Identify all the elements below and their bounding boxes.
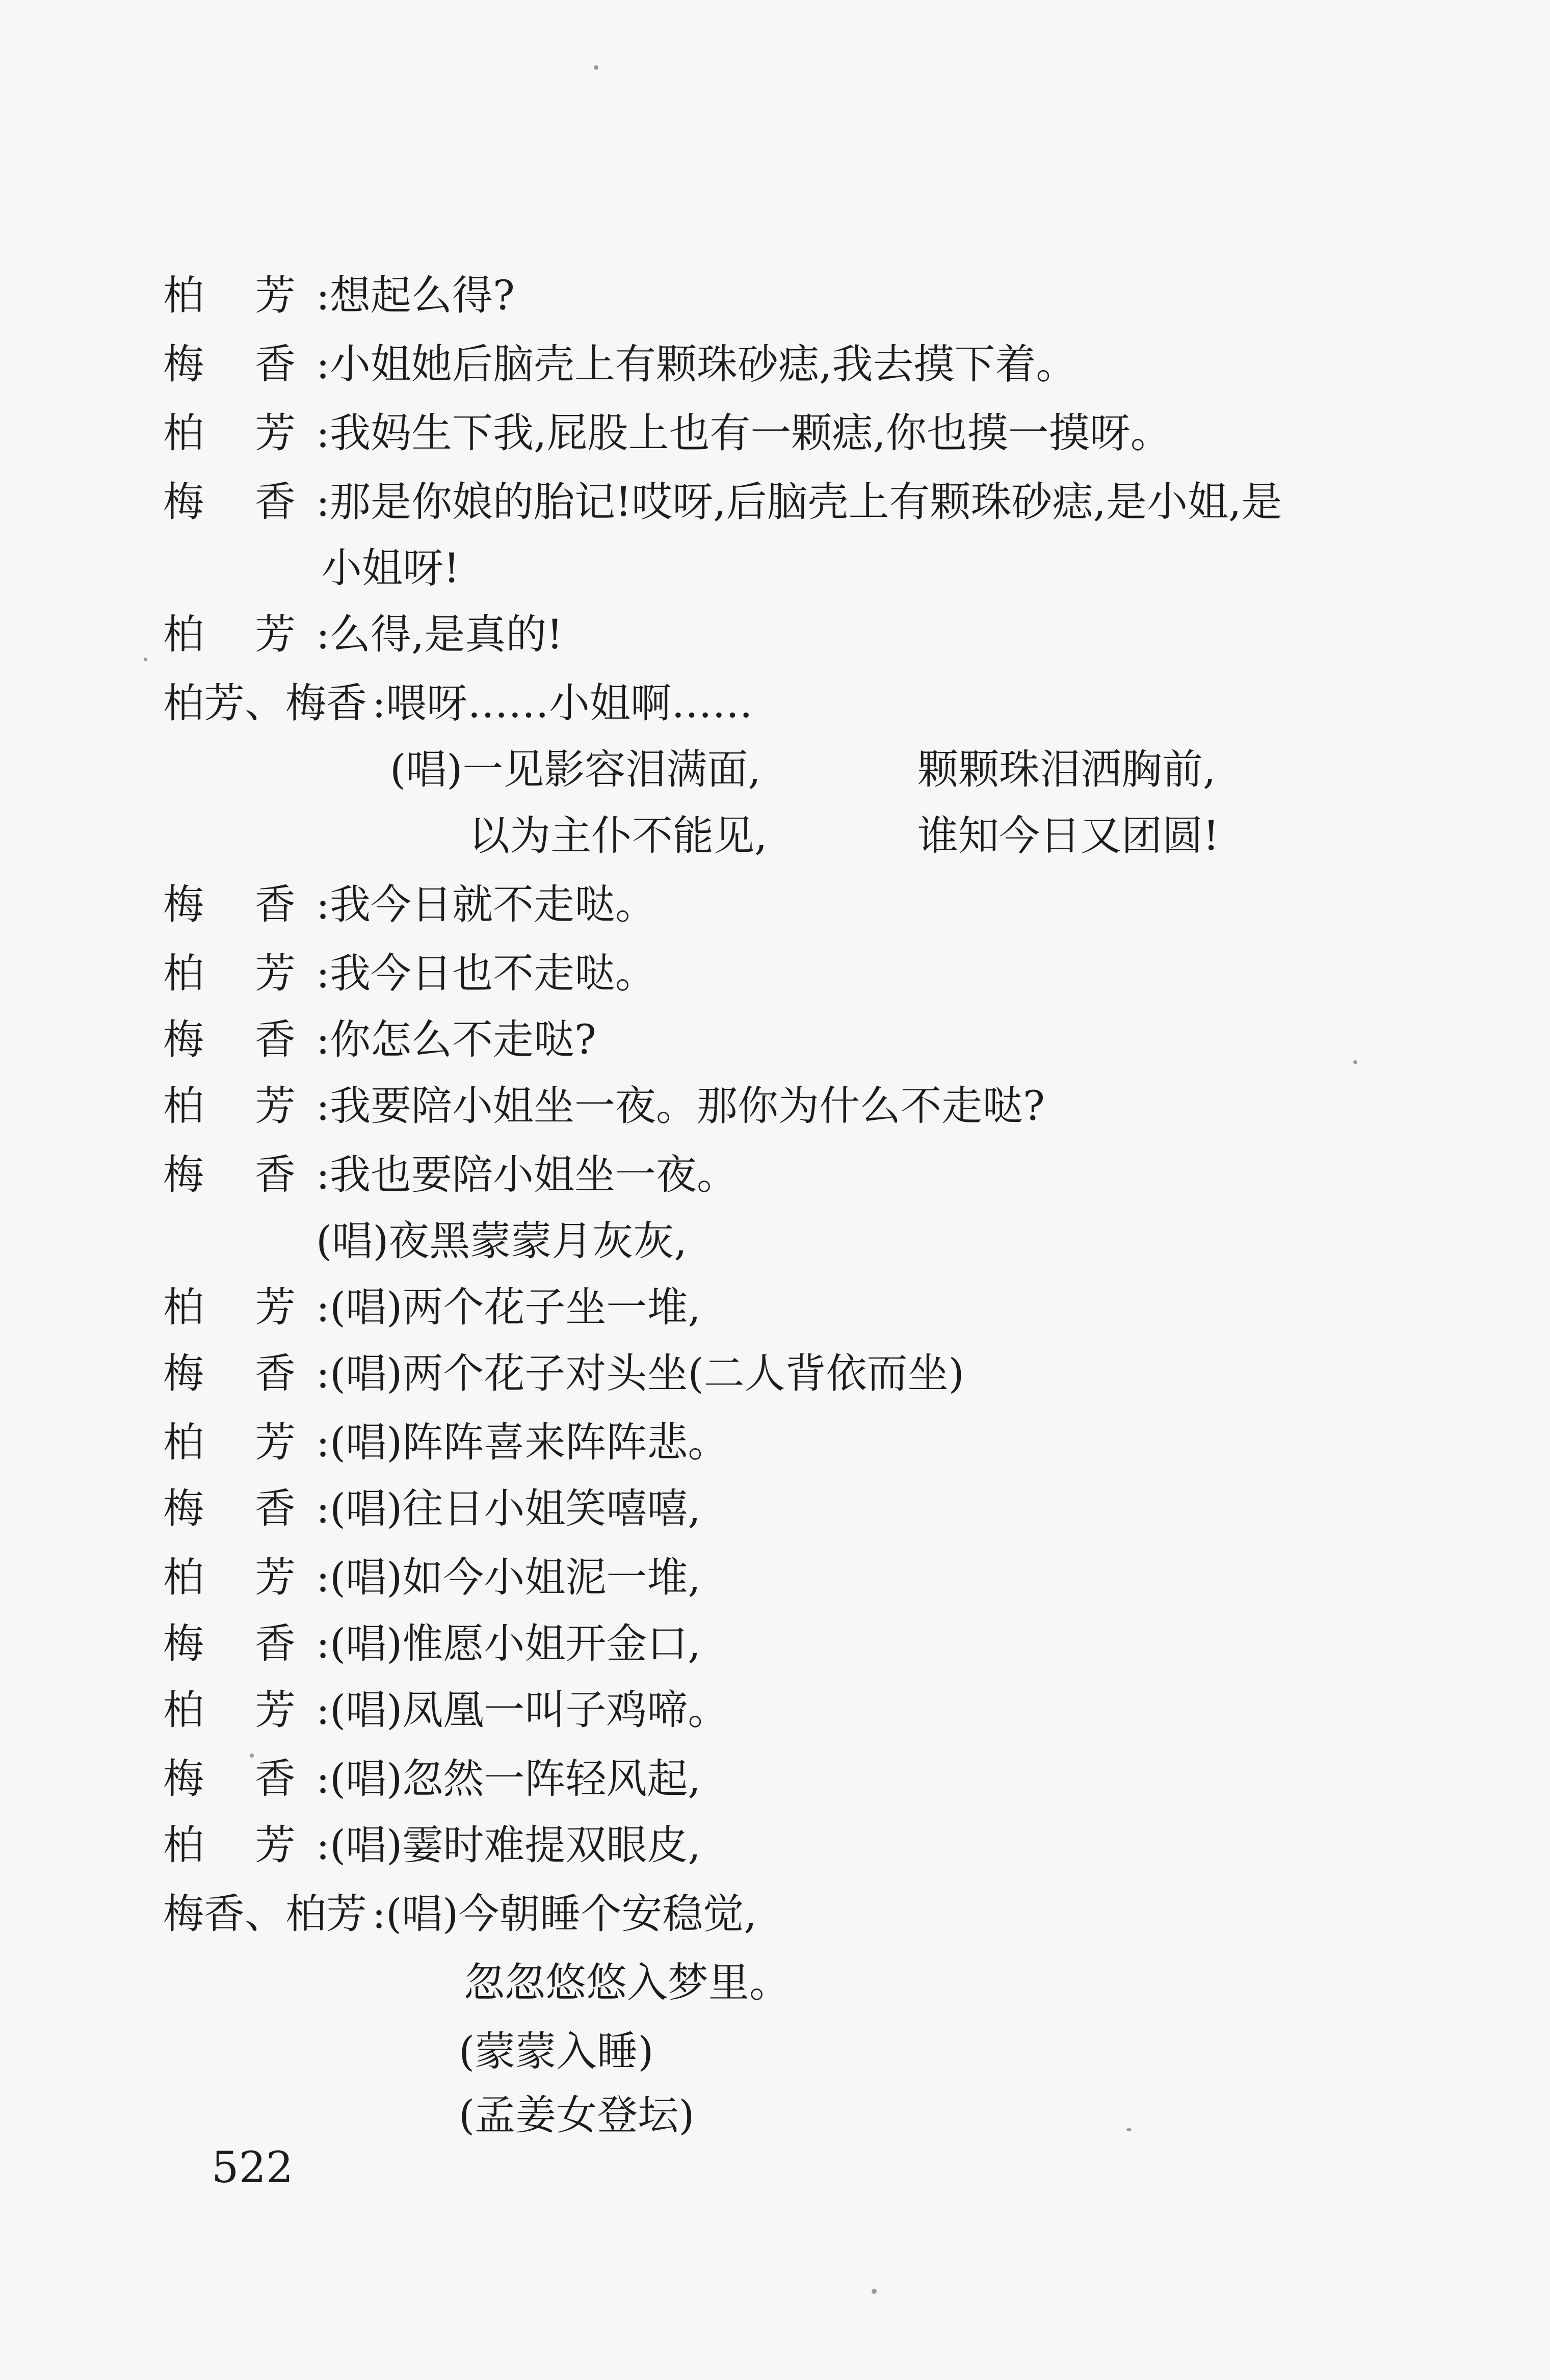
speaker-char-1: 梅 (163, 1620, 204, 1667)
joint-speaker-label: 梅香、柏芳 (163, 1890, 367, 1938)
speaker-char-1: 柏 (163, 1554, 204, 1601)
speaker-char-2: 香 (255, 478, 296, 526)
scan-speck (1126, 2128, 1132, 2131)
speaker-char-1: 梅 (163, 1350, 204, 1397)
speaker-char-2: 芳 (255, 1284, 296, 1331)
speaker-char-1: 梅 (163, 1755, 204, 1802)
dialogue-line: :我妈生下我,屁股上也有一颗痣,你也摸一摸呀。 (316, 409, 1171, 457)
dialogue-line: :(唱)两个花子坐一堆, (316, 1284, 701, 1331)
dialogue-line: :(唱)忽然一阵轻风起, (316, 1755, 701, 1802)
speaker-char-2: 芳 (255, 409, 296, 457)
scan-speck (144, 658, 147, 661)
dialogue-line: :小姐她后脑壳上有颗珠砂痣,我去摸下着。 (316, 341, 1077, 388)
dialogue-line: :(唱)凤凰一叫子鸡啼。 (316, 1686, 729, 1734)
dialogue-line: :那是你娘的胎记!哎呀,后脑壳上有颗珠砂痣,是小姐,是 (316, 478, 1282, 526)
speaker-char-2: 芳 (255, 1821, 296, 1869)
speaker-char-1: 柏 (163, 1082, 204, 1130)
speaker-char-2: 香 (255, 1016, 296, 1063)
speaker-char-2: 香 (255, 1350, 296, 1397)
dialogue-line: :(唱)今朝睡个安稳觉, (372, 1890, 757, 1938)
speaker-char-1: 梅 (163, 341, 204, 388)
dialogue-line: :喂呀……小姐啊…… (372, 679, 753, 727)
speaker-char-1: 柏 (163, 272, 204, 319)
speaker-char-1: 柏 (163, 1419, 204, 1466)
speaker-char-2: 芳 (255, 1082, 296, 1130)
dialogue-line: :我也要陪小姐坐一夜。 (316, 1151, 738, 1198)
verse-left: (唱)一见影容泪满面, (390, 746, 761, 793)
speaker-char-2: 香 (255, 341, 296, 388)
dialogue-line: :我今日就不走哒。 (316, 881, 656, 928)
dialogue-line: :(唱)两个花子对头坐(二人背依而坐) (316, 1350, 964, 1397)
dialogue-line: :(唱)惟愿小姐开金口, (316, 1620, 701, 1667)
verse-left: 以为主仆不能见, (469, 812, 768, 859)
dialogue-line: :我今日也不走哒。 (316, 950, 656, 997)
verse-right: 谁知今日又团圆! (917, 812, 1220, 859)
speaker-char-1: 柏 (163, 611, 204, 658)
speaker-char-2: 芳 (255, 950, 296, 997)
speaker-char-1: 梅 (163, 478, 204, 526)
speaker-char-1: 柏 (163, 1821, 204, 1869)
sung-continuation: 忽忽悠悠入梦里。 (464, 1959, 790, 2006)
speaker-char-2: 香 (255, 1151, 296, 1198)
dialogue-line: :我要陪小姐坐一夜。那你为什么不走哒? (316, 1082, 1045, 1130)
speaker-char-1: 梅 (163, 1151, 204, 1198)
dialogue-line: :你怎么不走哒? (316, 1016, 596, 1063)
stage-direction: (孟姜女登坛) (459, 2091, 695, 2139)
speaker-char-1: 柏 (163, 1686, 204, 1734)
dialogue-line: :(唱)如今小姐泥一堆, (316, 1554, 701, 1601)
speaker-char-2: 芳 (255, 1419, 296, 1466)
speaker-char-2: 香 (255, 881, 296, 928)
stage-direction: (蒙蒙入睡) (459, 2028, 654, 2075)
speaker-char-2: 香 (255, 1620, 296, 1667)
speaker-char-1: 柏 (163, 1284, 204, 1331)
scan-speck (250, 1754, 254, 1758)
page-number: 522 (212, 2142, 294, 2192)
dialogue-line: :想起么得? (316, 272, 515, 319)
dialogue-line: :(唱)往日小姐笑嘻嘻, (316, 1485, 701, 1532)
scan-speck (594, 65, 598, 70)
speaker-char-2: 芳 (255, 1686, 296, 1734)
speaker-char-1: 柏 (163, 409, 204, 457)
dialogue-line: :么得,是真的! (316, 611, 563, 658)
speaker-char-1: 梅 (163, 1016, 204, 1063)
speaker-char-2: 芳 (255, 611, 296, 658)
speaker-char-2: 芳 (255, 272, 296, 319)
speaker-char-2: 香 (255, 1755, 296, 1802)
speaker-char-1: 梅 (163, 1485, 204, 1532)
speaker-char-1: 梅 (163, 881, 204, 928)
scan-speck (1353, 1060, 1357, 1064)
speaker-char-2: 芳 (255, 1554, 296, 1601)
dialogue-line: :(唱)霎时难提双眼皮, (316, 1821, 701, 1869)
sung-continuation: (唱)夜黑蒙蒙月灰灰, (316, 1217, 687, 1265)
speaker-char-1: 柏 (163, 950, 204, 997)
verse-right: 颗颗珠泪洒胸前, (917, 746, 1216, 793)
speaker-char-2: 香 (255, 1485, 296, 1532)
dialogue-line: :(唱)阵阵喜来阵阵悲。 (316, 1419, 729, 1466)
scan-speck (872, 2289, 877, 2294)
dialogue-continuation: 小姐呀! (321, 544, 460, 592)
joint-speaker-label: 柏芳、梅香 (163, 679, 367, 727)
